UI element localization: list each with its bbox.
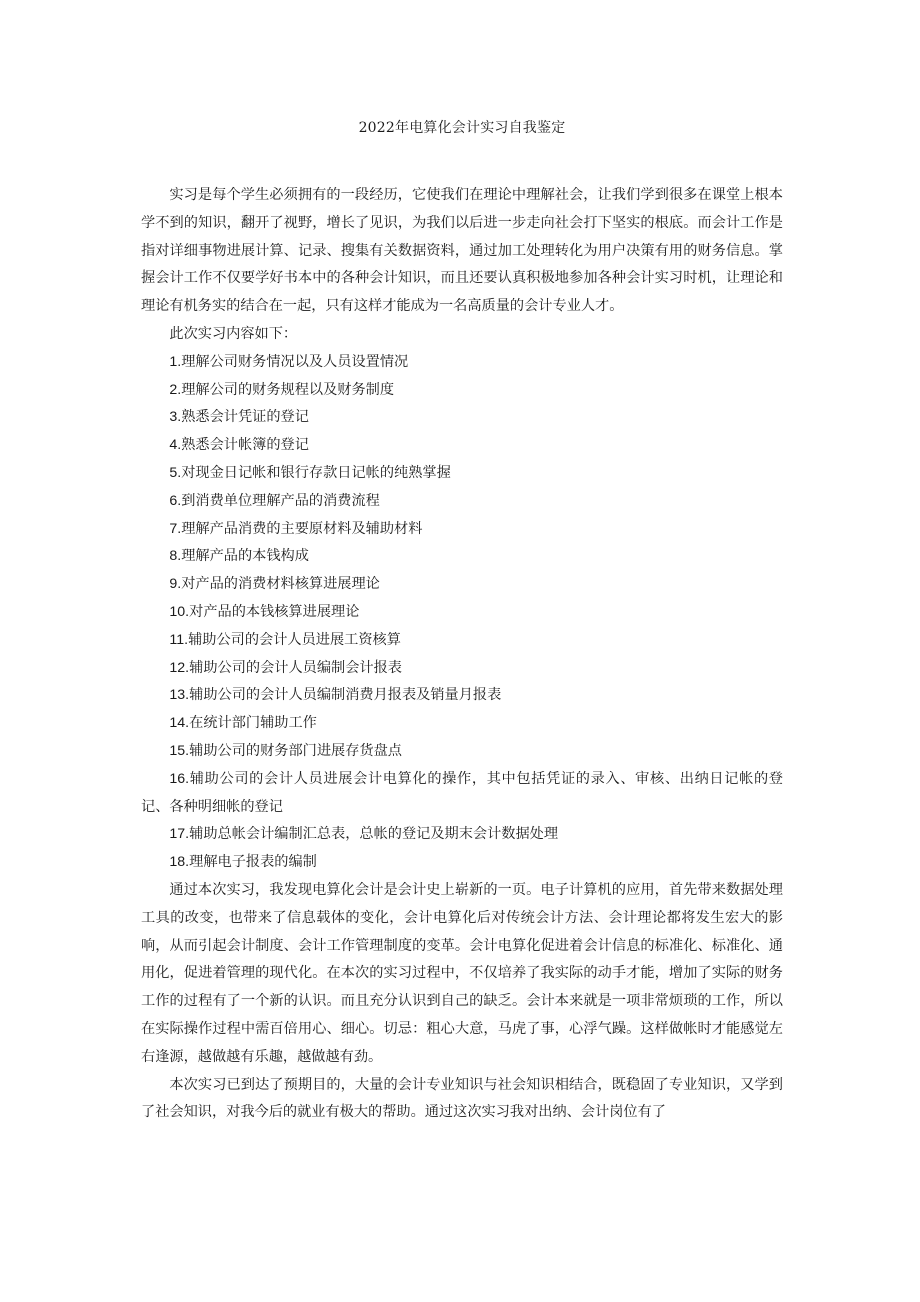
list-item (141, 710, 783, 738)
list-item-number: 9. (169, 576, 182, 593)
list-item-number: 10. (169, 603, 190, 620)
list-item-text: 辅助公司的财务部门进展存货盘点 (189, 742, 402, 759)
list-item-text: 理解产品消费的主要原材料及辅助材料 (181, 520, 423, 537)
list-item (141, 488, 783, 516)
list-item (141, 432, 783, 460)
list-item-text: 理解公司的财务规程以及财务制度 (181, 381, 395, 398)
list-item-number: 4. (169, 437, 182, 454)
list-item-text: 辅助公司的会计人员编制会计报表 (189, 659, 402, 676)
list-item (141, 571, 783, 599)
list-item-text: 在统计部门辅助工作 (189, 715, 317, 732)
list-item (141, 516, 783, 544)
list-item (141, 766, 783, 822)
list-item-number: 8. (169, 548, 182, 565)
list-item-text: 理解电子报表的编制 (189, 854, 317, 871)
list-item-number: 3. (169, 409, 182, 426)
list-item (141, 849, 783, 877)
list-item-text: 理解产品的本钱构成 (181, 548, 309, 565)
list-item (141, 821, 783, 849)
list-item-number: 6. (169, 492, 182, 509)
paragraph-intro-internship: 实习是每个学生必须拥有的一段经历，它使我们在理论中理解社会，让我们学到很多在课堂上根本学不到的知识，翻开了视野，增长了见识，为我们以后进一步走向社会打下坚实的根底。而会计工作是指对详细事物进展计算、记录、搜集有关数据资料，通过加工处理转化为用户决策有用的财务信息。掌握会计工作不仅要学好书本中的各种会计知识，而且还要认真积极地参加各种会计实习时机，让理论和理论有机务实的结合在一起，只有这样才能成为一名高质量的会计专业人才。 (141, 187, 783, 315)
list-item (141, 682, 783, 710)
list-item-text: 熟悉会计凭证的登记 (181, 409, 309, 426)
list-item (141, 460, 783, 488)
document-page (141, 0, 783, 1127)
list-item-text: 熟悉会计帐簿的登记 (181, 437, 309, 454)
list-item-number: 15. (169, 742, 190, 759)
document-body (141, 182, 783, 1127)
list-item-text: 对产品的消费材料核算进展理论 (181, 576, 380, 593)
list-item (141, 349, 783, 377)
list-item-number: 13. (169, 687, 190, 704)
list-item-text: 到消费单位理解产品的消费流程 (181, 492, 380, 509)
list-item (141, 404, 783, 432)
list-item-number: 2. (169, 381, 182, 398)
list-item (141, 738, 783, 766)
list-item-number: 18. (169, 854, 190, 871)
list-item (141, 627, 783, 655)
list-item (141, 543, 783, 571)
list-item (141, 655, 783, 683)
list-item-number: 5. (169, 464, 182, 481)
list-item-text: 辅助总帐会计编制汇总表，总帐的登记及期末会计数据处理 (189, 826, 559, 843)
list-item-text: 辅助公司的会计人员进展会计电算化的操作，其中包括凭证的录入、审核、出纳日记帐的登记、各种明细帐的登记 (141, 770, 783, 815)
list-item-text: 对产品的本钱核算进展理论 (189, 603, 360, 620)
list-item-number: 11. (169, 631, 189, 648)
list-item-text: 理解公司财务情况以及人员设置情况 (181, 353, 409, 370)
list-item (141, 599, 783, 627)
list-item (141, 377, 783, 405)
list-item-text: 辅助公司的会计人员编制消费月报表及销量月报表 (189, 687, 502, 704)
paragraph-conclusion: 本次实习已到达了预期目的，大量的会计专业知识与社会知识相结合，既稳固了专业知识，又学到了社会知识，对我今后的就业有极大的帮助。通过这次实习我对出纳、会计岗位有了 (141, 1076, 783, 1121)
list-intro: 此次实习内容如下： (169, 325, 298, 342)
list-item-number: 7. (169, 520, 182, 537)
list-item-number: 14. (169, 715, 190, 732)
document-title: 2022年电算化会计实习自我鉴定 (358, 120, 566, 136)
paragraph-reflection: 通过本次实习，我发现电算化会计是会计史上崭新的一页。电子计算机的应用，首先带来数据处理工具的改变，也带来了信息载体的变化，会计电算化后对传统会计方法、会计理论都将发生宏大的影响，从而引起会计制度、会计工作管理制度的变革。会计电算化促进着会计信息的标准化、标准化、通用化，促进着管理的现代化。在本次的实习过程中，不仅培养了我实际的动手才能，增加了实际的财务工作的过程有了一个新的认识。而且充分认识到自己的缺乏。会计本来就是一项非常烦琐的工作，所以在实际操作过程中需百倍用心、细心。切忌：粗心大意，马虎了事，心浮气躁。这样做帐时才能感觉左右逢源，越做越有乐趣，越做越有劲。 (141, 881, 783, 1065)
list-item-number: 1. (169, 353, 182, 370)
list-item-text: 辅助公司的会计人员进展工资核算 (188, 631, 401, 648)
list-item-number: 12. (169, 659, 190, 676)
list-item-number: 17. (169, 826, 190, 843)
list-item-text: 对现金日记帐和银行存款日记帐的纯熟掌握 (181, 464, 451, 481)
list-item-number: 16. (169, 770, 190, 787)
internship-content-list (141, 349, 783, 877)
